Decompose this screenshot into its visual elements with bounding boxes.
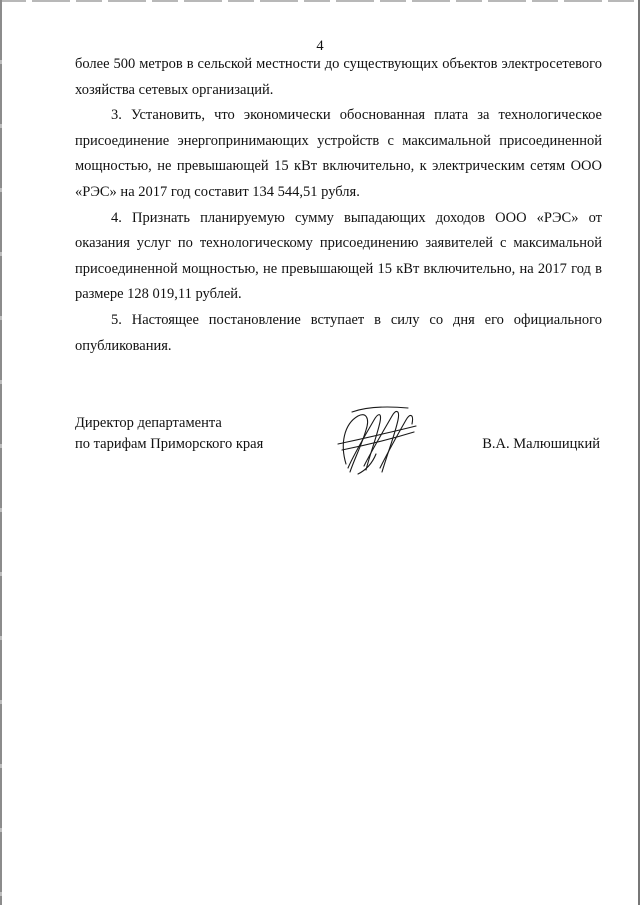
paragraph-4: 4. Признать планируемую сумму выпадающих доходов ООО «РЭС» от оказания услуг по технологическому присоединению заявителей с максимальной присоединенной мощностью, не превышающей 15 кВт включительно, на 2017 год в размере 128 019,11 рублей. <box>75 209 602 303</box>
signatory-title <box>75 413 263 455</box>
paragraph-5: 5. Настоящее постановление вступает в силу со дня его официального опубликования. <box>75 311 602 354</box>
scan-left-edge <box>0 0 2 905</box>
signatory-name: В.А. Малюшицкий <box>482 436 600 452</box>
scan-top-edge <box>0 0 640 2</box>
document-body <box>75 52 602 359</box>
paragraph-3: 3. Установить, что экономически обоснованная плата за технологическое присоединение энергопринимающих устройств с максимальной присоединенной мощностью, не превышающей 15 кВт включительно, к электрическим сетям ООО «РЭС» на 2017 год составит 134 544,51 рубля. <box>75 107 602 200</box>
signatory-title-line-1: Директор департамента <box>75 415 222 431</box>
handwritten-signature <box>336 404 418 478</box>
page-number: 4 <box>316 38 324 54</box>
paragraph-continuation: более 500 метров в сельской местности до существующих объектов электросетевого хозяйства сетевых организаций. <box>75 56 602 98</box>
signatory-title-line-2: по тарифам Приморского края <box>75 436 264 452</box>
